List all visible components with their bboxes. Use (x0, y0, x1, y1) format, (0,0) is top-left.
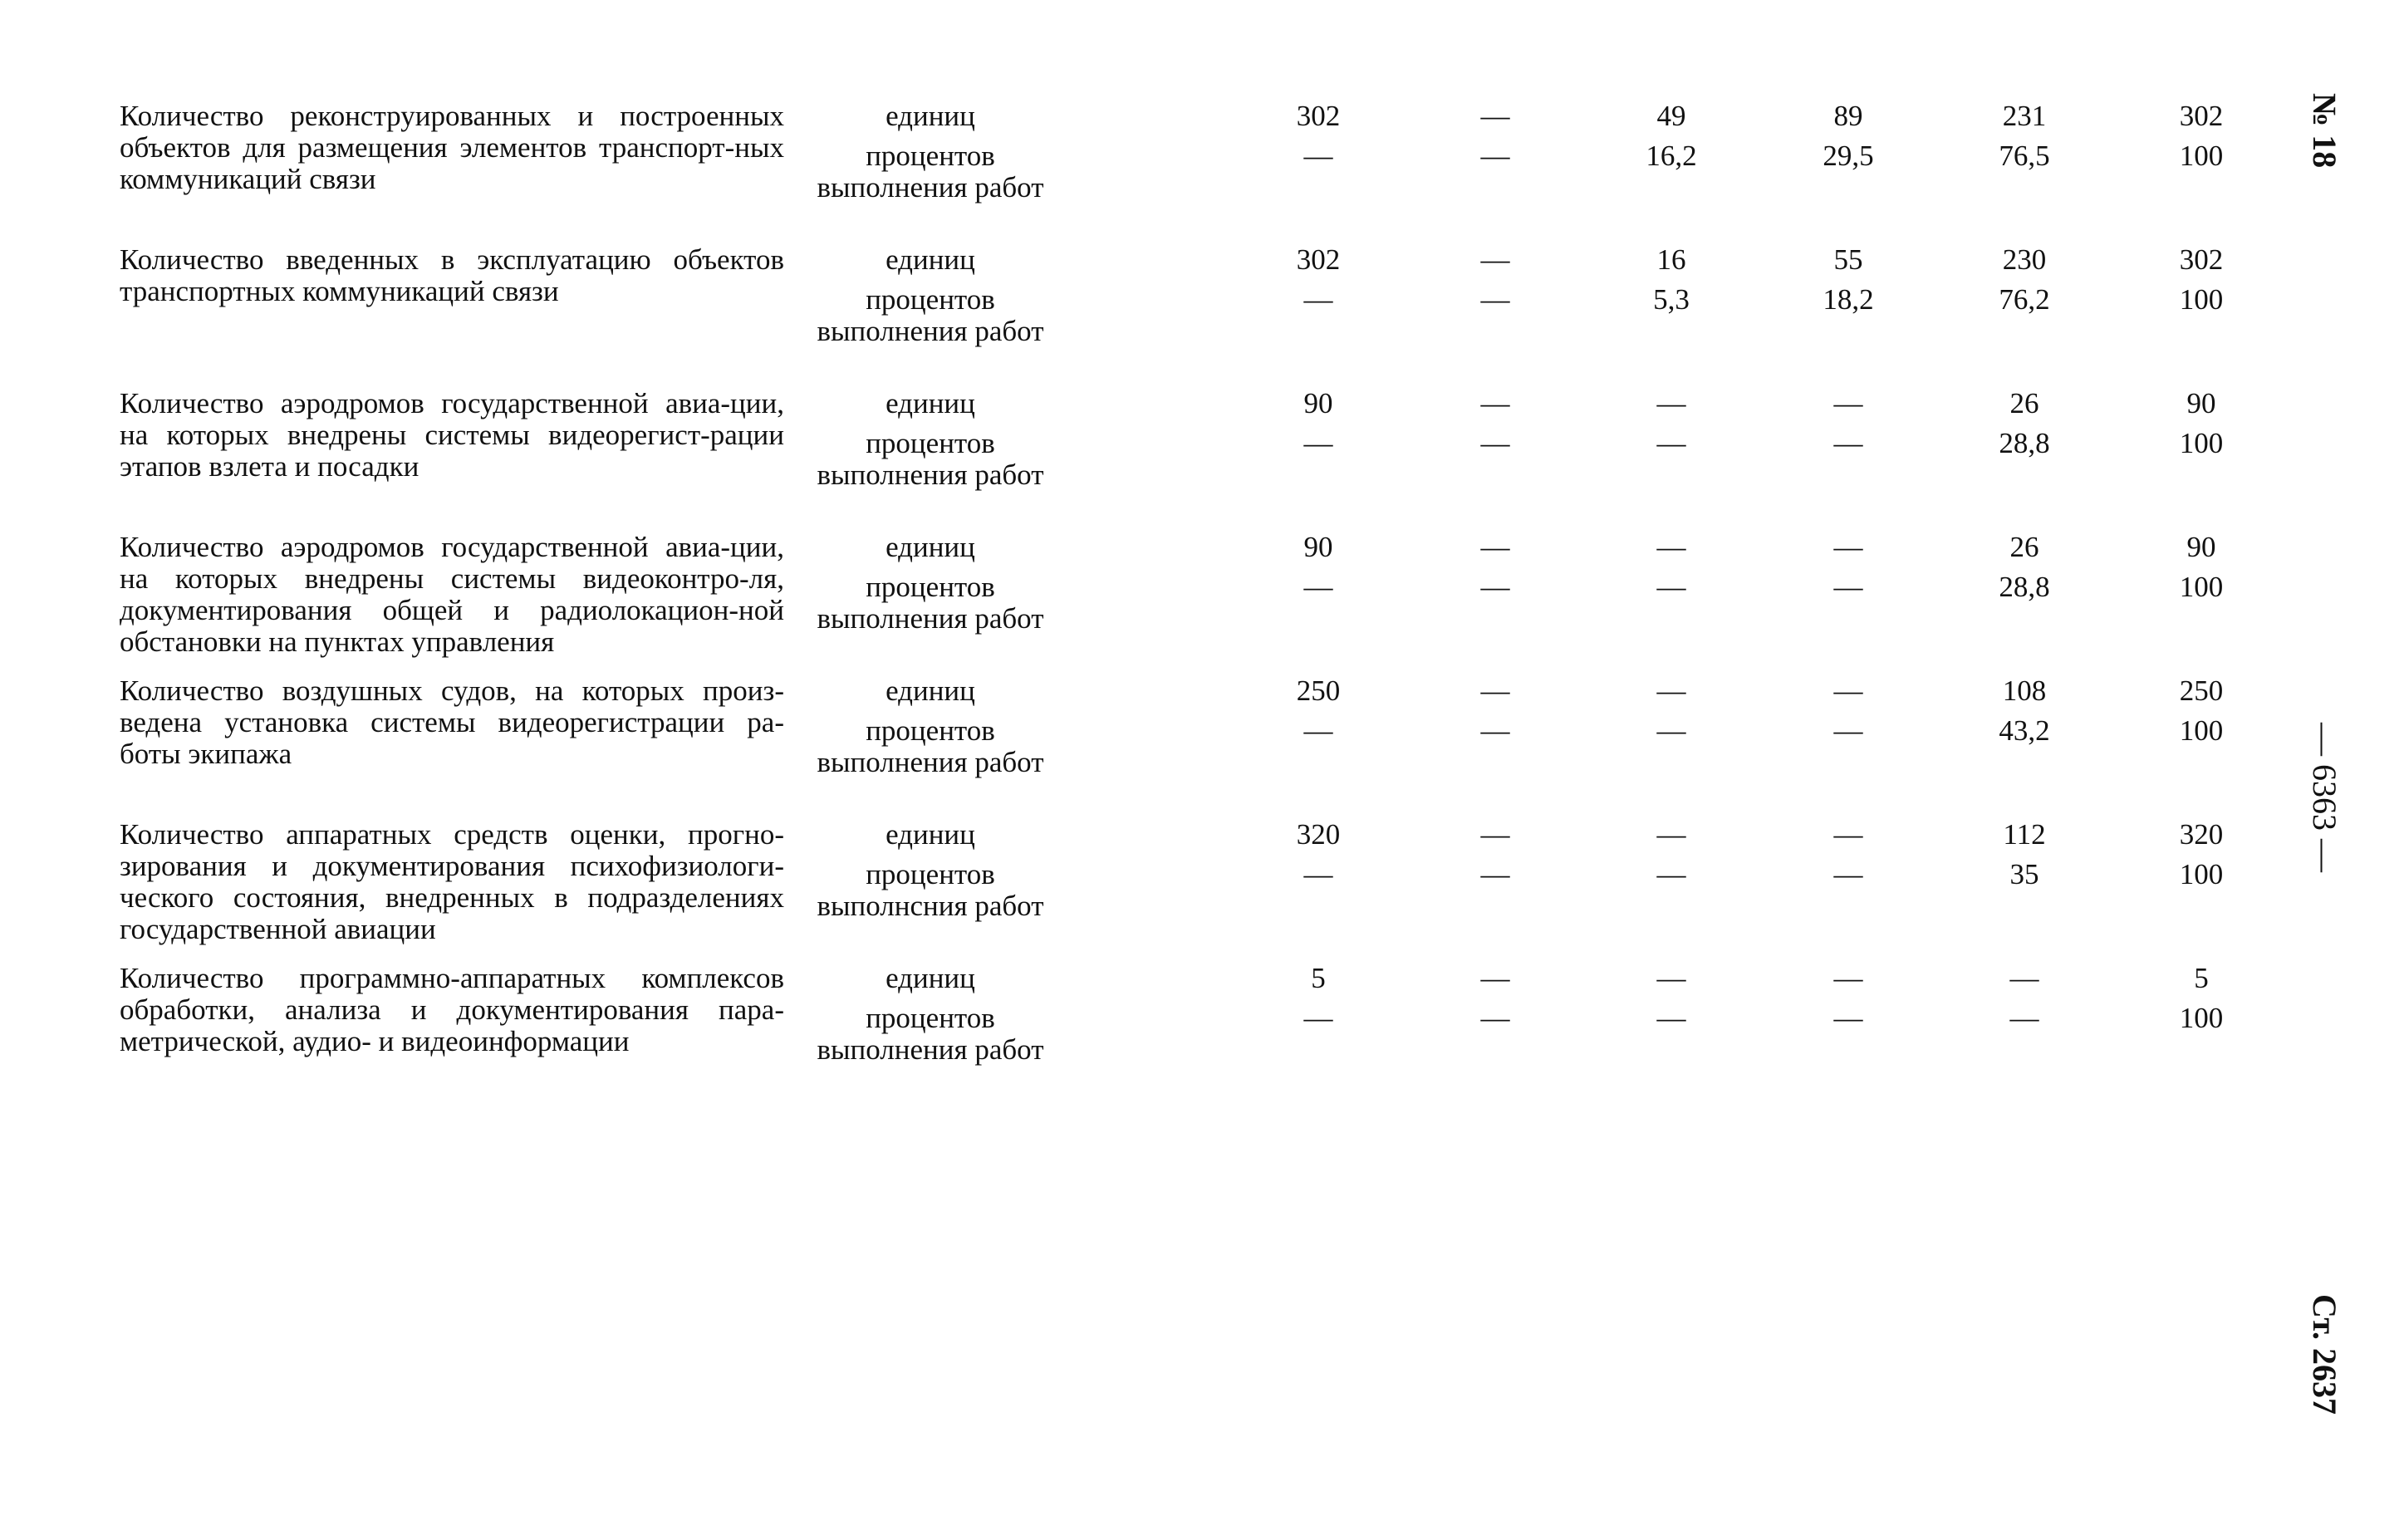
percent-value-year5: 100 (2179, 140, 2224, 172)
count-value-year2: — (1656, 531, 1686, 563)
count-value-total: 320 (1296, 818, 1341, 851)
percent-value-year2: — (1656, 1002, 1686, 1034)
unit-label-count: единиц (886, 962, 975, 994)
unit-label-percent: процентов выполнения работ (817, 571, 1044, 635)
unit-label-count: единиц (886, 243, 975, 276)
count-value-year2: — (1656, 674, 1686, 707)
unit-label-count: единиц (886, 531, 975, 563)
count-value-year1: — (1480, 674, 1510, 707)
count-value-year1: — (1480, 100, 1510, 132)
percent-value-total: — (1303, 571, 1333, 603)
unit-label-count: единиц (886, 100, 975, 132)
percent-value-year2: 16,2 (1646, 140, 1697, 172)
percent-value-year4: 35 (2009, 858, 2039, 890)
unit-label-percent: процентов выполнения работ (817, 140, 1044, 204)
count-value-total: 5 (1311, 962, 1326, 994)
count-value-year1: — (1480, 818, 1510, 851)
count-value-total: 302 (1296, 243, 1341, 276)
count-value-year5: 90 (2186, 531, 2216, 563)
count-value-year1: — (1480, 387, 1510, 419)
percent-value-year5: 100 (2179, 283, 2224, 316)
count-value-year5: 5 (2194, 962, 2209, 994)
count-value-year4: 230 (2002, 243, 2047, 276)
percent-value-year3: 29,5 (1823, 140, 1874, 172)
percent-value-year3: — (1833, 1002, 1863, 1034)
count-value-year4: 26 (2009, 387, 2039, 419)
percent-value-year5: 100 (2179, 571, 2224, 603)
count-value-total: 90 (1303, 531, 1333, 563)
percent-value-year2: — (1656, 714, 1686, 747)
count-value-year2: — (1656, 818, 1686, 851)
indicator-description: Количество воздушных судов, на которых произ-ведена установка системы видеорегистрации ра-боты экипажа (120, 674, 784, 770)
percent-value-year2: 5,3 (1653, 283, 1690, 316)
percent-value-year4: 76,2 (1999, 283, 2050, 316)
unit-label-percent: процентов выполнения работ (817, 427, 1044, 491)
count-value-year3: — (1833, 818, 1863, 851)
count-value-year5: 250 (2179, 674, 2224, 707)
unit-label-percent: процентов выполнения работ (817, 714, 1044, 778)
percent-value-year1: — (1480, 283, 1510, 316)
count-value-total: 90 (1303, 387, 1333, 419)
percent-value-year5: 100 (2179, 1002, 2224, 1034)
percent-value-year2: — (1656, 858, 1686, 890)
count-value-year3: — (1833, 962, 1863, 994)
count-value-year3: — (1833, 387, 1863, 419)
count-value-year3: 89 (1833, 100, 1863, 132)
count-value-year2: — (1656, 962, 1686, 994)
indicator-description: Количество аппаратных средств оценки, прогно-зирования и документирования психофизиологи-ческого состояния, внедренных в подразделениях государственной авиации (120, 818, 784, 945)
percent-value-total: — (1303, 714, 1333, 747)
percent-value-year4: 28,8 (1999, 427, 2050, 459)
count-value-year5: 302 (2179, 243, 2224, 276)
percent-value-year5: 100 (2179, 427, 2224, 459)
count-value-year1: — (1480, 531, 1510, 563)
count-value-year2: — (1656, 387, 1686, 419)
percent-value-year1: — (1480, 1002, 1510, 1034)
unit-label-count: единиц (886, 387, 975, 419)
percent-value-year5: 100 (2179, 858, 2224, 890)
percent-value-year1: — (1480, 714, 1510, 747)
percent-value-year2: — (1656, 571, 1686, 603)
percent-value-year1: — (1480, 571, 1510, 603)
percent-value-year4: 28,8 (1999, 571, 2050, 603)
percent-value-year4: — (2009, 1002, 2039, 1034)
count-value-year4: 26 (2009, 531, 2039, 563)
percent-value-total: — (1303, 1002, 1333, 1034)
indicator-description: Количество реконструированных и построенных объектов для размещения элементов транспорт-ных коммуникаций связи (120, 100, 784, 195)
unit-label-percent: процентов выполнения работ (817, 283, 1044, 347)
percent-value-year4: 43,2 (1999, 714, 2050, 747)
count-value-year1: — (1480, 243, 1510, 276)
count-value-year2: 49 (1656, 100, 1686, 132)
unit-label-count: единиц (886, 674, 975, 707)
count-value-year4: 112 (2003, 818, 2046, 851)
percent-value-year3: — (1833, 427, 1863, 459)
indicator-description: Количество программно-аппаратных комплексов обработки, анализа и документирования пара-метрической, аудио- и видеоинформации (120, 962, 784, 1057)
page-number: Ст. 2637 (2306, 1294, 2343, 1415)
indicator-description: Количество аэродромов государственной авиа-ции, на которых внедрены системы видеоконтро-ля, документирования общей и радиолокацион-ной обстановки на пунктах управления (120, 531, 784, 658)
document-number: — 6363 — (2306, 723, 2343, 872)
unit-label-percent: процентов выполнсния работ (817, 858, 1044, 922)
issue-number: № 18 (2306, 93, 2343, 169)
percent-value-year3: 18,2 (1823, 283, 1874, 316)
percent-value-year5: 100 (2179, 714, 2224, 747)
count-value-total: 250 (1296, 674, 1341, 707)
count-value-year2: 16 (1656, 243, 1686, 276)
indicator-description: Количество аэродромов государственной авиа-ции, на которых внедрены системы видеорегист-рации этапов взлета и посадки (120, 387, 784, 483)
count-value-year5: 302 (2179, 100, 2224, 132)
percent-value-year1: — (1480, 427, 1510, 459)
count-value-year5: 320 (2179, 818, 2224, 851)
count-value-year3: — (1833, 674, 1863, 707)
percent-value-total: — (1303, 283, 1333, 316)
count-value-year4: 231 (2002, 100, 2047, 132)
percent-value-year1: — (1480, 140, 1510, 172)
percent-value-year2: — (1656, 427, 1686, 459)
count-value-year1: — (1480, 962, 1510, 994)
count-value-year5: 90 (2186, 387, 2216, 419)
percent-value-year3: — (1833, 571, 1863, 603)
percent-value-year1: — (1480, 858, 1510, 890)
percent-value-total: — (1303, 427, 1333, 459)
count-value-total: 302 (1296, 100, 1341, 132)
count-value-year4: 108 (2002, 674, 2047, 707)
count-value-year3: 55 (1833, 243, 1863, 276)
indicator-description: Количество введенных в эксплуатацию объектов транспортных коммуникаций связи (120, 243, 784, 307)
percent-value-total: — (1303, 858, 1333, 890)
count-value-year3: — (1833, 531, 1863, 563)
percent-value-year3: — (1833, 858, 1863, 890)
percent-value-total: — (1303, 140, 1333, 172)
percent-value-year4: 76,5 (1999, 140, 2050, 172)
count-value-year4: — (2009, 962, 2039, 994)
unit-label-percent: процентов выполнения работ (817, 1002, 1044, 1066)
unit-label-count: единиц (886, 818, 975, 851)
percent-value-year3: — (1833, 714, 1863, 747)
